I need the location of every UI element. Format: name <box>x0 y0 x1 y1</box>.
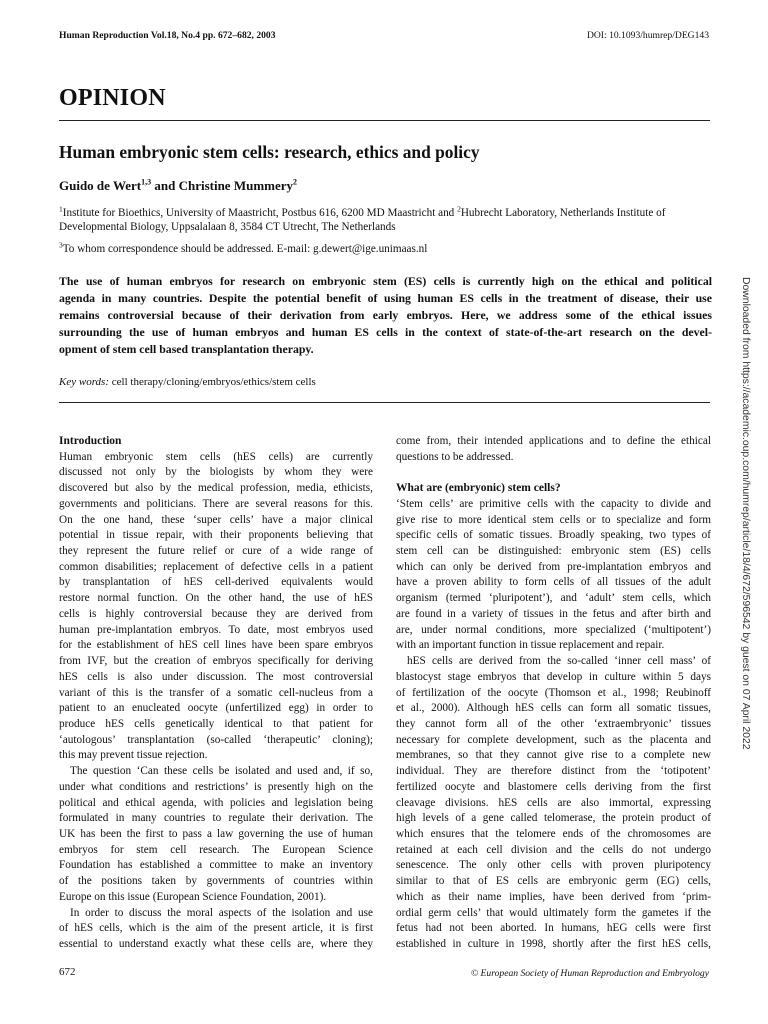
body-line: common disabilities; replacement of defective cells in a patient <box>59 560 373 573</box>
keywords-text: cell therapy/cloning/embryos/ethics/stem cells <box>109 376 316 388</box>
body-line: hES cells are derived from the so-called ‘inner cell mass’ of <box>407 655 711 668</box>
body-line: Human embryonic stem cells (hES cells) are currently <box>59 450 373 463</box>
body-line: necessary for complete development, such as the placenta and <box>396 733 711 746</box>
body-line: by transplantation of hES cell-derived equivalents would <box>59 576 373 589</box>
author-1-affil: 1,3 <box>141 177 152 187</box>
body-line: of hES cells, which is the aim of the present article, it is first <box>59 922 373 935</box>
body-line: stem cell can be distinguished: embryonic stem (ES) cells <box>396 545 711 558</box>
body-line: fertilized oocyte and blastomere cells deriving from the first <box>396 780 711 793</box>
abstract <box>59 273 712 358</box>
body-line: embryos for stem cell research. The European Science <box>59 843 373 856</box>
body-line: hES cells is also under discussion. The most controversial <box>59 670 373 683</box>
doi-label[interactable]: DOI: 10.1093/humrep/DEG143 <box>586 30 709 41</box>
abstract-line: remains controversial because of their derivation from early embryos. Here, we address some of the ethical issues <box>59 308 712 322</box>
body-line: which ensures that the telomere ends of the chromosomes are <box>396 827 711 840</box>
body-line: they cannot form all of the other ‘extraembryonic’ tissues <box>396 717 711 730</box>
body-line: human pre-implantation embryos. To date, most embryos used <box>59 623 373 636</box>
body-line: for the establishment of hES cell lines have been spare embryos <box>59 639 373 652</box>
body-line: fetus had not been aborted. In humans, hEG cells were first <box>396 922 711 935</box>
body-line: high levels of a gene called telomerase, the protein product of <box>396 812 711 825</box>
body-line: this may prevent tissue rejection. <box>59 749 208 762</box>
spacer <box>396 465 711 481</box>
section-heading-introduction: Introduction <box>59 435 122 447</box>
download-watermark: Downloaded from https://academic.oup.com/humrep/article/18/4/672/596542 by guest on 07 April 2022 <box>740 277 751 750</box>
body-line: have a proven ability to form cells of all tissues of the adult <box>396 576 711 589</box>
section-label: OPINION <box>59 85 166 111</box>
article-title: Human embryonic stem cells: research, ethics and policy <box>59 142 480 162</box>
body-line: restore normal function. On the other hand, the use of hES <box>59 592 373 605</box>
author-list <box>59 178 297 194</box>
body-line: discussed not only by the biologists by whom they were <box>59 466 373 479</box>
body-line: UK has been the first to pass a law governing the use of human <box>59 827 373 840</box>
body-line: organism (termed ‘pluripotent’), and ‘adult’ stem cells, which <box>396 592 711 605</box>
body-line: In order to discuss the moral aspects of the isolation and use <box>70 906 373 919</box>
body-line: established in culture in 1998, shortly after the first hES cells, <box>396 938 711 950</box>
body-line: retained at each cell division and the cells do not undergo <box>396 843 711 856</box>
body-line: membranes, so that they cannot give rise to a complete new <box>396 749 711 762</box>
body-line: ordial germ cells’ that would ultimately form the gametes if the <box>396 906 711 919</box>
body-line: governments and politicians. There are several reasons for this. <box>59 497 373 510</box>
body-line: are, under normal conditions, more specialized (‘multipotent’) <box>396 623 711 636</box>
body-line: ‘autologous’ transplantation (so-called ‘therapeutic’ cloning); <box>59 733 373 746</box>
keywords <box>59 376 316 388</box>
affiliations <box>59 206 711 234</box>
body-line: questions to be addressed. <box>396 450 514 463</box>
column-left <box>59 434 373 953</box>
body-line: blastocyst stage embryos that develop in culture within 5 days <box>396 670 711 683</box>
aff2-text: Hubrecht Laboratory, Netherlands Institute of Developmental Biology, Uppsalalaan 8, 3584 CT Utrecht, The Netherlands <box>59 207 666 233</box>
body-line: they represent the future relief or cure of a wide range of <box>59 545 373 558</box>
aff1-text: Institute for Bioethics, University of Maastricht, Postbus 616, 6200 MD Maastricht and <box>62 207 458 219</box>
body-line: individual. They are therefore distinct from the ‘totipotent’ <box>396 765 711 778</box>
body-line: patient to an enucleated oocyte (unfertilized egg) in order to <box>59 702 373 715</box>
column-right <box>396 434 711 953</box>
correspondence <box>59 242 427 256</box>
body-line: under what conditions and restrictions’ is presently high on the <box>59 780 373 793</box>
body-line: which as their name implies, have been derived from ‘prim- <box>396 890 711 903</box>
body-line: cells is highly controversial because they are derived from <box>59 607 373 620</box>
body-line: are found in a variety of tissues in the fetus and after birth and <box>396 607 711 620</box>
author-1: Guido de Wert <box>59 178 142 193</box>
corr-text: To whom correspondence should be addressed. E-mail: g.dewert@ige.unimaas.nl <box>62 243 428 255</box>
body-line: which can only be derived from pre-implantation embryos and <box>396 560 711 573</box>
body-line: produce hES cells genetically identical to that patient for <box>59 717 373 730</box>
body-line: similar to that of ES cells are embryonic germ (EG) cells, <box>396 875 711 888</box>
keywords-label: Key words: <box>59 376 110 388</box>
page-number: 672 <box>59 966 76 978</box>
body-line: et al., 2000). Although hES cells can form all somatic tissues, <box>396 702 711 715</box>
body-line: On the one hand, these ‘super cells’ have a major clinical <box>59 513 373 526</box>
abstract-line: surrounding the use of human embryos and human ES cells in the context of state-of-the-art research on the devel- <box>59 325 712 339</box>
body-line: Europe on this issue (European Science Foundation, 2001). <box>59 890 327 903</box>
header-rule <box>59 120 710 121</box>
body-line: formulated in many countries to regulate their derivation. The <box>59 812 373 825</box>
body-line: with an important function in tissue replacement and repair. <box>396 639 665 652</box>
abstract-line: The use of human embryos for research on embryonic stem (ES) cells is currently high on the ethical and political <box>59 274 712 288</box>
abstract-line: agenda in many countries. Despite the potential benefit of using human ES cells in the treatment of disease, their use <box>59 291 712 305</box>
body-line: of fertilization of the oocyte (Thomson et al., 1998; Reubinoff <box>396 686 711 699</box>
aff2-mark: 2 <box>457 204 461 214</box>
body-line: political and ethical agenda, with policies and legislation being <box>59 796 373 809</box>
author-2-affil: 2 <box>293 177 298 187</box>
running-head: Human Reproduction Vol.18, No.4 pp. 672–682, 2003 <box>59 30 276 41</box>
body-line: senescence. The only other cells with proven pluripotency <box>396 859 711 872</box>
abstract-line: opment of stem cell based transplantation therapy. <box>59 342 314 356</box>
aff1-mark: 1 <box>59 204 63 214</box>
corr-mark: 3 <box>59 240 63 250</box>
body-line: The question ‘Can these cells be isolated and used and, if so, <box>70 765 373 778</box>
body-line: from IVF, but the creation of embryos specifically for deriving <box>59 655 373 668</box>
section-heading-stem-cells: What are (embryonic) stem cells? <box>396 482 561 495</box>
body-line: cleavage divisions. hES cells are also immortal, expressing <box>396 796 711 809</box>
abstract-rule <box>59 402 710 403</box>
copyright-notice: © European Society of Human Reproduction and Embryology <box>470 968 709 979</box>
body-line: discovered but also by the medical profession, media, ethicists, <box>59 482 373 495</box>
body-line: potential in tissue repair, with their proponents believing that <box>59 529 373 542</box>
body-line: Foundation has established a committee to make an inventory <box>59 859 373 872</box>
body-line: variant of this is the transfer of a somatic cell-nucleus from a <box>59 686 373 699</box>
body-line: specific cells of somatic tissues. Broadly speaking, two types of <box>396 529 711 542</box>
body-line: of the positions taken by governments of countries within <box>59 875 373 888</box>
body-line: give rise to more identical stem cells or to specialize and form <box>396 513 711 526</box>
body-line: ‘Stem cells’ are primitive cells with the capacity to divide and <box>396 497 711 510</box>
body-line: essential to understand exactly what these cells are, where they <box>59 938 373 950</box>
author-conj: and Christine Mummery <box>151 178 294 193</box>
body-line: come from, their intended applications and to define the ethical <box>396 435 711 447</box>
